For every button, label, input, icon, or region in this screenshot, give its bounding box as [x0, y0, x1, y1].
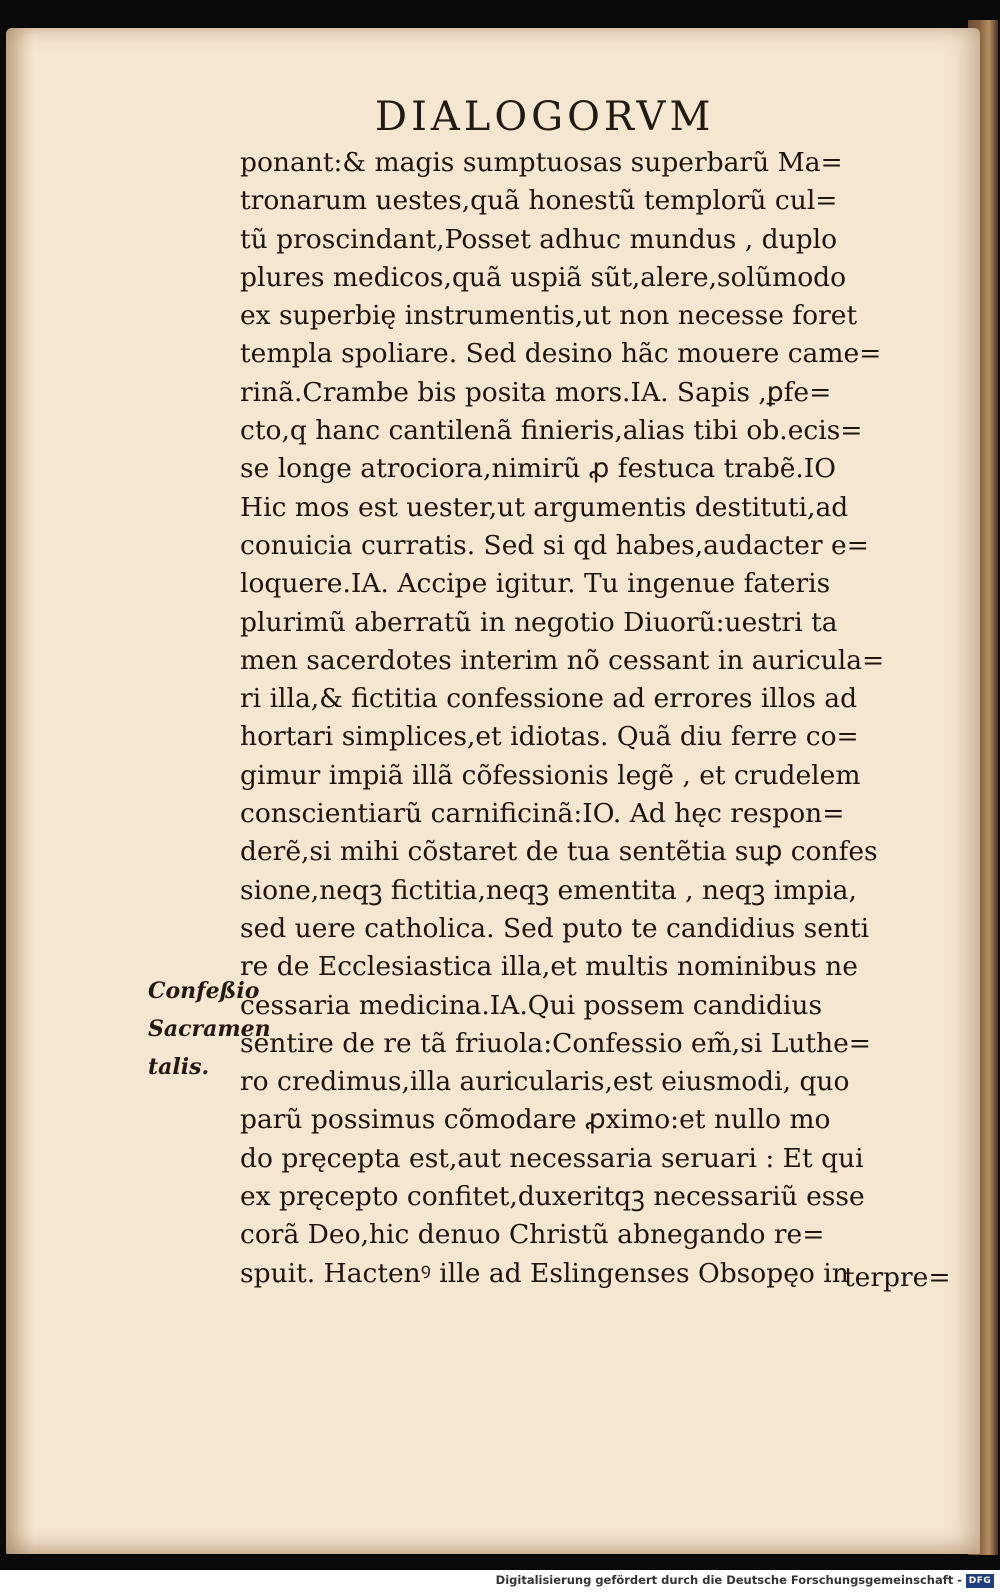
text-line: ex pręcepto confitet,duxeritqꝫ necessariũ esse [240, 1181, 865, 1213]
text-line: derẽ,si mihi cõstaret de tua sentẽtia suꝑ confes [240, 836, 878, 868]
text-line: do pręcepta est,aut necessaria seruari : Et qui [240, 1142, 864, 1174]
text-line: plures medicos,quã uspiã sũt,alere,solũmodo [240, 261, 847, 293]
marginal-note [148, 972, 278, 1086]
text-line: cessaria medicina.IA.Qui possem candidius [240, 989, 823, 1021]
text-line: ponant:& magis sumptuosas superbarũ Ma= [240, 147, 843, 178]
text-line: men sacerdotes interim nõ cessant in auricula= [240, 644, 885, 676]
text-line: Hic mos est uester,ut argumentis destituti,ad [240, 491, 849, 523]
text-line: spuit. Hactenꝰ ille ad Eslingenses Obsopęo in [240, 1257, 849, 1289]
marginal-note-line: Confeßio [148, 978, 260, 1004]
text-line: ri illa,& fictitia confessione ad errores illos ad [240, 683, 858, 715]
text-line: tũ proscindant,Posset adhuc mundus , duplo [240, 223, 838, 255]
text-line: rinã.Crambe bis posita mors.IA. Sapis ,ꝑfe= [240, 376, 832, 408]
text-line: parũ possimus cõmodare ꝓximo:et nullo mo [240, 1104, 831, 1136]
catchword: terpre= [844, 1262, 951, 1293]
text-line: gimur impiã illã cõfessionis legẽ , et crudelem [240, 759, 861, 791]
text-line: se longe atrociora,nimirũ ꝓ festuca trabẽ.IO [240, 453, 837, 485]
running-head: DIALOGORVM [375, 94, 715, 140]
marginal-note-line: Sacramen [148, 1016, 271, 1042]
text-line: templa spoliare. Sed desino hãc mouere came= [240, 338, 882, 370]
text-line: ex superbię instrumentis,ut non necesse foret [240, 300, 858, 332]
text-line: ro credimus,illa auricularis,est eiusmodi, quo [240, 1066, 850, 1098]
text-line: re de Ecclesiastica illa,et multis nominibus ne [240, 951, 858, 983]
marginal-note-line: talis. [148, 1054, 210, 1080]
text-line: tronarum uestes,quã honestũ templorũ cul= [240, 185, 838, 217]
text-line: conscientiarũ carnificinã:IO. Ad hęc respon= [240, 798, 845, 830]
digitization-banner [0, 1570, 1000, 1596]
text-line: conuicia curratis. Sed si qd habes,audacter e= [240, 529, 869, 561]
text-line: cto,q hanc cantilenã finieris,alias tibi ob.ecis= [240, 415, 863, 447]
text-line: sentire de re tã friuola:Confessio em̃,si Luthe= [240, 1027, 871, 1059]
text-line: corã Deo,hic denuo Christũ abnegando re= [240, 1219, 825, 1251]
body-text [240, 144, 970, 1293]
funding-credit: Digitalisierung gefördert durch die Deutsche Forschungsgemeinschaft - [495, 1573, 962, 1587]
text-line: hortari simplices,et idiotas. Quã diu ferre co= [240, 721, 859, 753]
text-line: sione,neqꝫ fictitia,neqꝫ ementita , neqꝫ impia, [240, 874, 857, 906]
text-line: plurimũ aberratũ in negotio Diuorũ:uestri ta [240, 606, 838, 638]
text-line: loquere.IA. Accipe igitur. Tu ingenue fateris [240, 568, 831, 600]
text-line: sed uere catholica. Sed puto te candidius senti [240, 912, 870, 944]
gutter-shadow [6, 28, 34, 1554]
dfg-logo: DFG [966, 1574, 994, 1588]
